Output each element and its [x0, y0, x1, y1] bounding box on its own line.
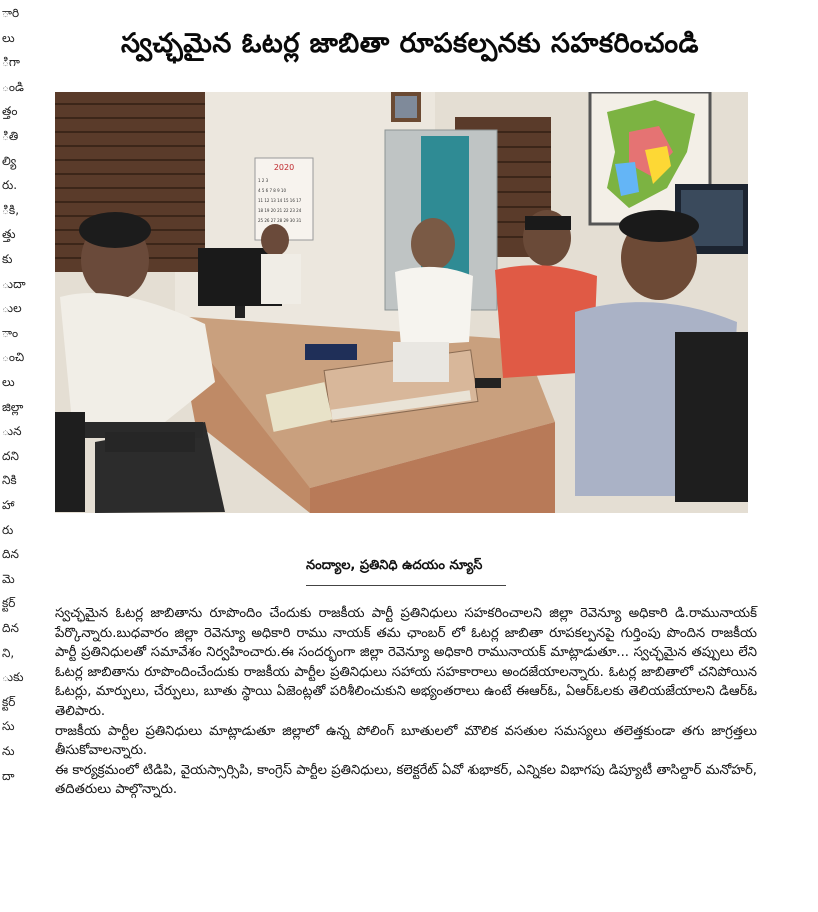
article-body: [55, 604, 757, 800]
fragment-line: లు: [2, 375, 15, 389]
adjacent-column-fragment: [0, 0, 26, 912]
wall-calendar: [255, 158, 313, 240]
fragment-line: ిగా: [2, 55, 20, 70]
article-paragraph-1: స్వచ్ఛమైన ఓటర్ల జాబితాను రూపొందిం చేందుకు రాజకీయ పార్టీ ప్రతినిధులు సహకరించాలని జిల్లా రెవెన్యూ అధికారి డి.రామునాయక్ పేర్కొన్నారు.బుధవారం జిల్లా రెవెన్యూ అధికారి రాము నాయక్ తమ ఛాంబర్ లో ఓటర్ల జాబితా రూపకల్పనపై గుర్తింపు పొందిన రాజకీయ పార్టీ ప్రతినిధులతో సమావేశం నిర్వహించారు.ఈ సందర్భంగా జిల్లా రెవెన్యూ అధికారి రామునాయక్ మాట్లాడుతూ... స్వచ్ఛమైన తప్పులు లేని ఓటర్ల జాబితాను రూపొందించేందుకు రాజకీయ పార్టీల ప్రతినిధులు సహాయ సహకారాలు అందజేయాలన్నారు. ఓటర్ల జాబితాలో చనిపోయిన ఓటర్లు, మార్పులు, చేర్పులు, బూతు స్థాయి ఏజెంట్లతో పరిశీలించుకుని అభ్యంతరాలు ఉంటే ఈఆర్ఓ, ఏఆర్ఓలకు తెలియజేయాలని డిఆర్ఓ తెలిపారు.: [55, 606, 757, 719]
fragment-line: దా: [2, 768, 15, 783]
fragment-line: క్టర్: [2, 596, 16, 611]
fragment-line: ాం: [2, 325, 19, 340]
fragment-line: మె: [2, 571, 15, 586]
calendar-row: 18 19 20 21 22 23 24: [258, 208, 302, 213]
fragment-line: త్తం: [2, 104, 18, 119]
fragment-line: త్తు: [2, 227, 16, 242]
fragment-line: ండి: [2, 79, 24, 94]
fragment-line: ారి: [2, 6, 20, 20]
fragment-line: ికి,: [2, 202, 20, 217]
headline: స్వచ్ఛమైన ఓటర్ల జాబితా రూపకల్పనకు సహకరించండి: [120, 28, 700, 59]
fragment-line: రు.: [2, 178, 18, 193]
fragment-line: సు: [2, 719, 15, 734]
fragment-line: ంచి: [2, 350, 25, 365]
news-photo: [55, 92, 748, 513]
fragment-line: ున: [2, 424, 22, 439]
fragment-line: దిన: [2, 621, 19, 635]
fragment-line: కు: [2, 252, 13, 266]
fragment-line: దని: [2, 448, 19, 463]
fragment-line: హా: [2, 498, 15, 512]
calendar-year: 2020: [273, 163, 295, 172]
fragment-line: ితి: [2, 129, 19, 143]
fragment-line: ుల: [2, 301, 22, 316]
calendar-row: 11 12 13 14 15 16 17: [258, 198, 302, 203]
fragment-line: ుదా: [2, 276, 26, 291]
fragment-line: క్టర్: [2, 694, 16, 709]
fragment-line: రు: [2, 522, 14, 537]
article-paragraph-3: ఈ కార్యక్రమంలో టిడిపి, వైయస్సార్సిపి, కాంగ్రెస్ పార్టీల ప్రతినిధులు, కలెక్టరేట్ ఏవో శుభాకర్, ఎన్నికల విభాగపు డిప్యూటీ తాసిల్దార్ మనోహర్, తదితరులు పాల్గొన్నారు.: [55, 762, 757, 798]
byline: నంద్యాల, ప్రతినిధి ఉదయం న్యూస్: [306, 558, 483, 573]
fragment-line: లు: [2, 30, 15, 45]
fragment-line: నికి: [2, 473, 17, 488]
byline-underline: [306, 585, 506, 586]
calendar-row: 25 26 27 28 29 30 31: [258, 218, 302, 223]
fragment-line: దిన: [2, 547, 19, 562]
meeting-photo-illustration: [55, 92, 748, 513]
calendar-row: 4 5 6 7 8 9 10: [258, 188, 286, 193]
fragment-line: ని,: [2, 645, 15, 660]
calendar-row: 1 2 3: [258, 178, 269, 183]
fragment-line: జిల్లా: [2, 399, 24, 414]
fragment-line: ుకు: [2, 670, 24, 685]
fragment-line: ను: [2, 744, 15, 758]
fragment-line: ల్యి: [2, 153, 17, 168]
article-paragraph-2: రాజకీయ పార్టీల ప్రతినిధులు మాట్లాడుతూ జిల్లాలో ఉన్న పోలింగ్ బూతులలో మౌలిక వసతుల సమస్యలు తలెత్తకుండా తగు జాగ్రత్తలు తీసుకోవాలన్నారు.: [55, 723, 757, 759]
